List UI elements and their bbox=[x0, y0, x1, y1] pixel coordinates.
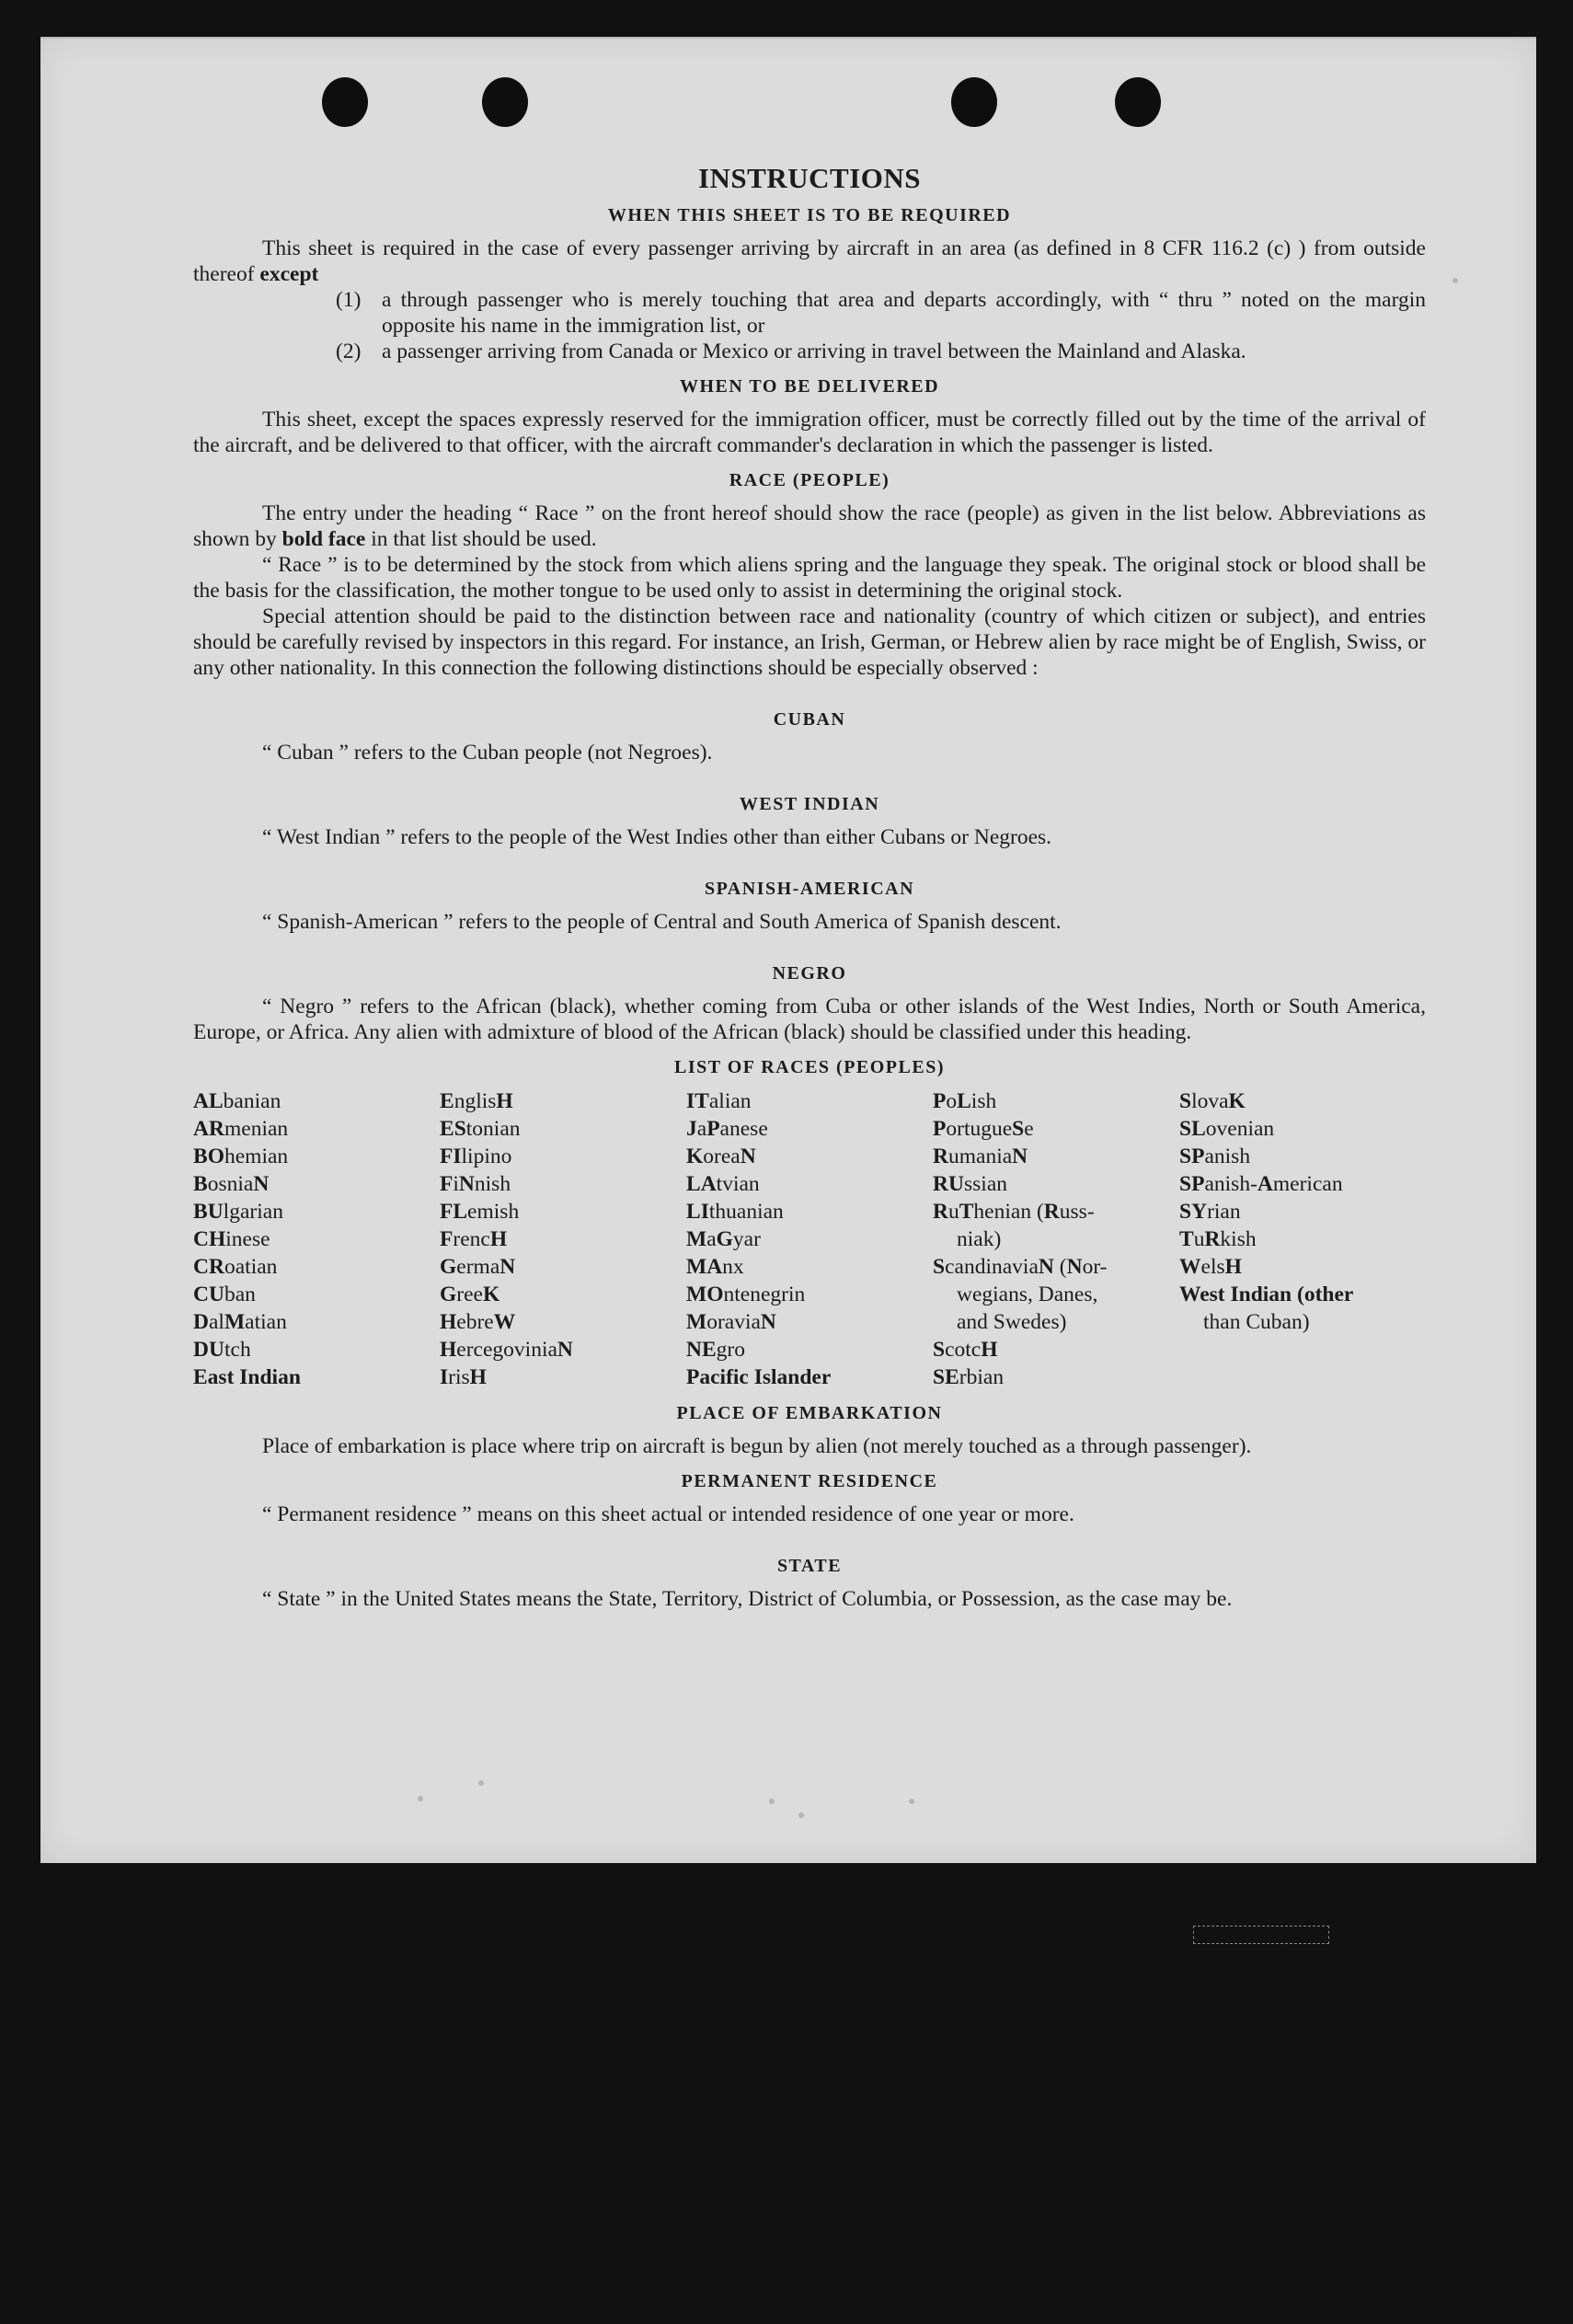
heading-negro: NEGRO bbox=[772, 963, 847, 984]
speck bbox=[418, 1796, 423, 1801]
races-column bbox=[1179, 1087, 1426, 1391]
heading-state: STATE bbox=[776, 1556, 843, 1576]
race-entry: WelsH bbox=[1179, 1255, 1242, 1279]
races-list bbox=[193, 1087, 1426, 1391]
race-entry: FIlipino bbox=[440, 1145, 512, 1168]
race-paragraph-2: “ Race ” is to be determined by the stock from which aliens spring and the language they speak. The original stock or blood shall be the basis for the classification, the mother tongue to be used only to assist in determining the original stock. bbox=[193, 553, 1426, 603]
race-entry: FiNnish bbox=[440, 1172, 511, 1196]
race-entry: FLemish bbox=[440, 1200, 520, 1224]
race-entry: EnglisH bbox=[440, 1089, 513, 1113]
heading-cuban: CUBAN bbox=[773, 709, 846, 730]
race-entry: RUssian bbox=[933, 1172, 1007, 1196]
race-entry: ITalian bbox=[686, 1089, 752, 1113]
race-entry: KoreaN bbox=[686, 1145, 756, 1168]
races-column bbox=[933, 1087, 1179, 1391]
race-entry: MaGyar bbox=[686, 1227, 761, 1251]
speck bbox=[769, 1799, 775, 1804]
heading-when-delivered: WHEN TO BE DELIVERED bbox=[679, 376, 940, 397]
race-entry: SYrian bbox=[1179, 1200, 1241, 1224]
instructions-content bbox=[193, 162, 1426, 1612]
negro-text: “ Negro ” refers to the African (black), whether coming from Cuba or other islands of the West Indies, North or South America, Europe, or Africa. Any alien with admixture of blood of the African (black) should be classified under this heading. bbox=[193, 995, 1426, 1044]
race-entry: EStonian bbox=[440, 1117, 521, 1141]
race-entry: HercegoviniaN bbox=[440, 1338, 573, 1362]
race-entry: GermaN bbox=[440, 1255, 516, 1279]
race-entry: CUban bbox=[193, 1283, 256, 1306]
race-entry: than Cuban) bbox=[1203, 1310, 1310, 1334]
race-entry: SPanish-American bbox=[1179, 1172, 1343, 1196]
race-entry: MOntenegrin bbox=[686, 1283, 806, 1306]
state-text: “ State ” in the United States means the State, Territory, District of Columbia, or Possession, as the case may be. bbox=[262, 1587, 1233, 1611]
race-entry: RuThenian (Russ- bbox=[933, 1200, 1095, 1224]
race-entry: Pacific Islander bbox=[686, 1365, 832, 1389]
race-entry: ScotcH bbox=[933, 1338, 998, 1362]
race-entry: TuRkish bbox=[1179, 1227, 1257, 1251]
race-entry: niak) bbox=[957, 1227, 1002, 1251]
speck bbox=[909, 1799, 914, 1804]
sheet-edge bbox=[40, 37, 1536, 39]
spanish-american-text: “ Spanish-American ” refers to the people of Central and South America of Spanish descent. bbox=[262, 910, 1062, 934]
race-entry: MAnx bbox=[686, 1255, 744, 1279]
race-entry: LIthuanian bbox=[686, 1200, 784, 1224]
race-entry: LAtvian bbox=[686, 1172, 760, 1196]
race-entry: wegians, Danes, bbox=[957, 1283, 1098, 1306]
permanent-residence-text: “ Permanent residence ” means on this sheet actual or intended residence of one year or more. bbox=[262, 1502, 1074, 1526]
west-indian-text: “ West Indian ” refers to the people of the West Indies other than either Cubans or Negroes. bbox=[262, 825, 1052, 849]
punch-hole-3 bbox=[951, 77, 997, 127]
document-sheet bbox=[40, 37, 1536, 1863]
race-entry: PoLish bbox=[933, 1089, 997, 1113]
races-column bbox=[440, 1087, 686, 1391]
race-entry: RumaniaN bbox=[933, 1145, 1028, 1168]
races-column bbox=[686, 1087, 933, 1391]
heading-when-required: WHEN THIS SHEET IS TO BE REQUIRED bbox=[607, 205, 1012, 225]
race-entry: East Indian bbox=[193, 1365, 301, 1389]
race-entry: PortugueSe bbox=[933, 1117, 1034, 1141]
race-entry: IrisH bbox=[440, 1365, 487, 1389]
speck bbox=[478, 1780, 484, 1786]
heading-embarkation: PLACE OF EMBARKATION bbox=[676, 1403, 943, 1423]
race-entry: CRoatian bbox=[193, 1255, 278, 1279]
race-entry: DUtch bbox=[193, 1338, 251, 1362]
race-entry: SErbian bbox=[933, 1365, 1005, 1389]
race-entry: BosniaN bbox=[193, 1172, 270, 1196]
race-entry: NEgro bbox=[686, 1338, 745, 1362]
race-entry: ARmenian bbox=[193, 1117, 289, 1141]
race-entry: ScandinaviaN (Nor- bbox=[933, 1255, 1108, 1279]
race-entry: SLovenian bbox=[1179, 1117, 1275, 1141]
speck bbox=[798, 1812, 804, 1818]
race-entry: BUlgarian bbox=[193, 1200, 283, 1224]
race-entry: FrencH bbox=[440, 1227, 508, 1251]
race-entry: MoraviaN bbox=[686, 1310, 776, 1334]
race-entry: DalMatian bbox=[193, 1310, 287, 1334]
heading-permanent-residence: PERMANENT RESIDENCE bbox=[681, 1471, 938, 1491]
race-entry: West Indian (other bbox=[1179, 1283, 1354, 1306]
page-title: INSTRUCTIONS bbox=[697, 162, 921, 194]
embarkation-text: Place of embarkation is place where trip on aircraft is begun by alien (not merely touched as a through passenger). bbox=[262, 1434, 1252, 1458]
race-entry: BOhemian bbox=[193, 1145, 289, 1168]
races-column bbox=[193, 1087, 440, 1391]
heading-race: RACE (PEOPLE) bbox=[729, 470, 890, 490]
race-entry: SPanish bbox=[1179, 1145, 1251, 1168]
exception-item-1: (1) a through passenger who is merely touching that area and departs accordingly, with “ thru ” noted on the margin opposite his name in the immigration list, or bbox=[336, 288, 1426, 338]
speck bbox=[1452, 278, 1458, 283]
heading-list-of-races: LIST OF RACES (PEOPLES) bbox=[673, 1057, 945, 1077]
race-entry: JaPanese bbox=[686, 1117, 768, 1141]
race-entry: GreeK bbox=[440, 1283, 500, 1306]
heading-spanish-american: SPANISH-AMERICAN bbox=[704, 879, 915, 899]
when-required-intro: This sheet is required in the case of every passenger arriving by aircraft in an area (as defined in 8 CFR 116.2 (c) ) from outside thereof except bbox=[193, 236, 1426, 286]
race-entry: HebreW bbox=[440, 1310, 516, 1334]
heading-west-indian: WEST INDIAN bbox=[739, 794, 880, 814]
punch-hole-1 bbox=[322, 77, 368, 127]
race-entry: SlovaK bbox=[1179, 1089, 1246, 1113]
except-bold: except bbox=[259, 262, 319, 286]
punch-hole-4 bbox=[1115, 77, 1161, 127]
race-entry: CHinese bbox=[193, 1227, 270, 1251]
film-label-strip bbox=[1193, 1926, 1329, 1944]
exception-item-2: (2) a passenger arriving from Canada or Mexico or arriving in travel between the Mainland and Alaska. bbox=[336, 339, 1246, 363]
race-entry: ALbanian bbox=[193, 1089, 281, 1113]
race-paragraph-1: The entry under the heading “ Race ” on the front hereof should show the race (people) as given in the list below. Abbreviations as shown by bold face in that list should be used. bbox=[193, 501, 1426, 551]
race-paragraph-3: Special attention should be paid to the distinction between race and nationality (country of which citizen or subject), and entries should be carefully revised by inspectors in this regard. For instance, an Irish, German, or Hebrew alien by race might be of English, Swiss, or any other nationality. In this connection the following distinctions should be especially observed : bbox=[193, 604, 1426, 680]
when-delivered-text: This sheet, except the spaces expressly reserved for the immigration officer, must be correctly filled out by the time of the arrival of the aircraft, and be delivered to that officer, with the aircraft commander's declaration in which the passenger is listed. bbox=[193, 408, 1426, 457]
race-entry: and Swedes) bbox=[957, 1310, 1067, 1334]
cuban-text: “ Cuban ” refers to the Cuban people (not Negroes). bbox=[262, 741, 713, 765]
punch-hole-2 bbox=[482, 77, 528, 127]
